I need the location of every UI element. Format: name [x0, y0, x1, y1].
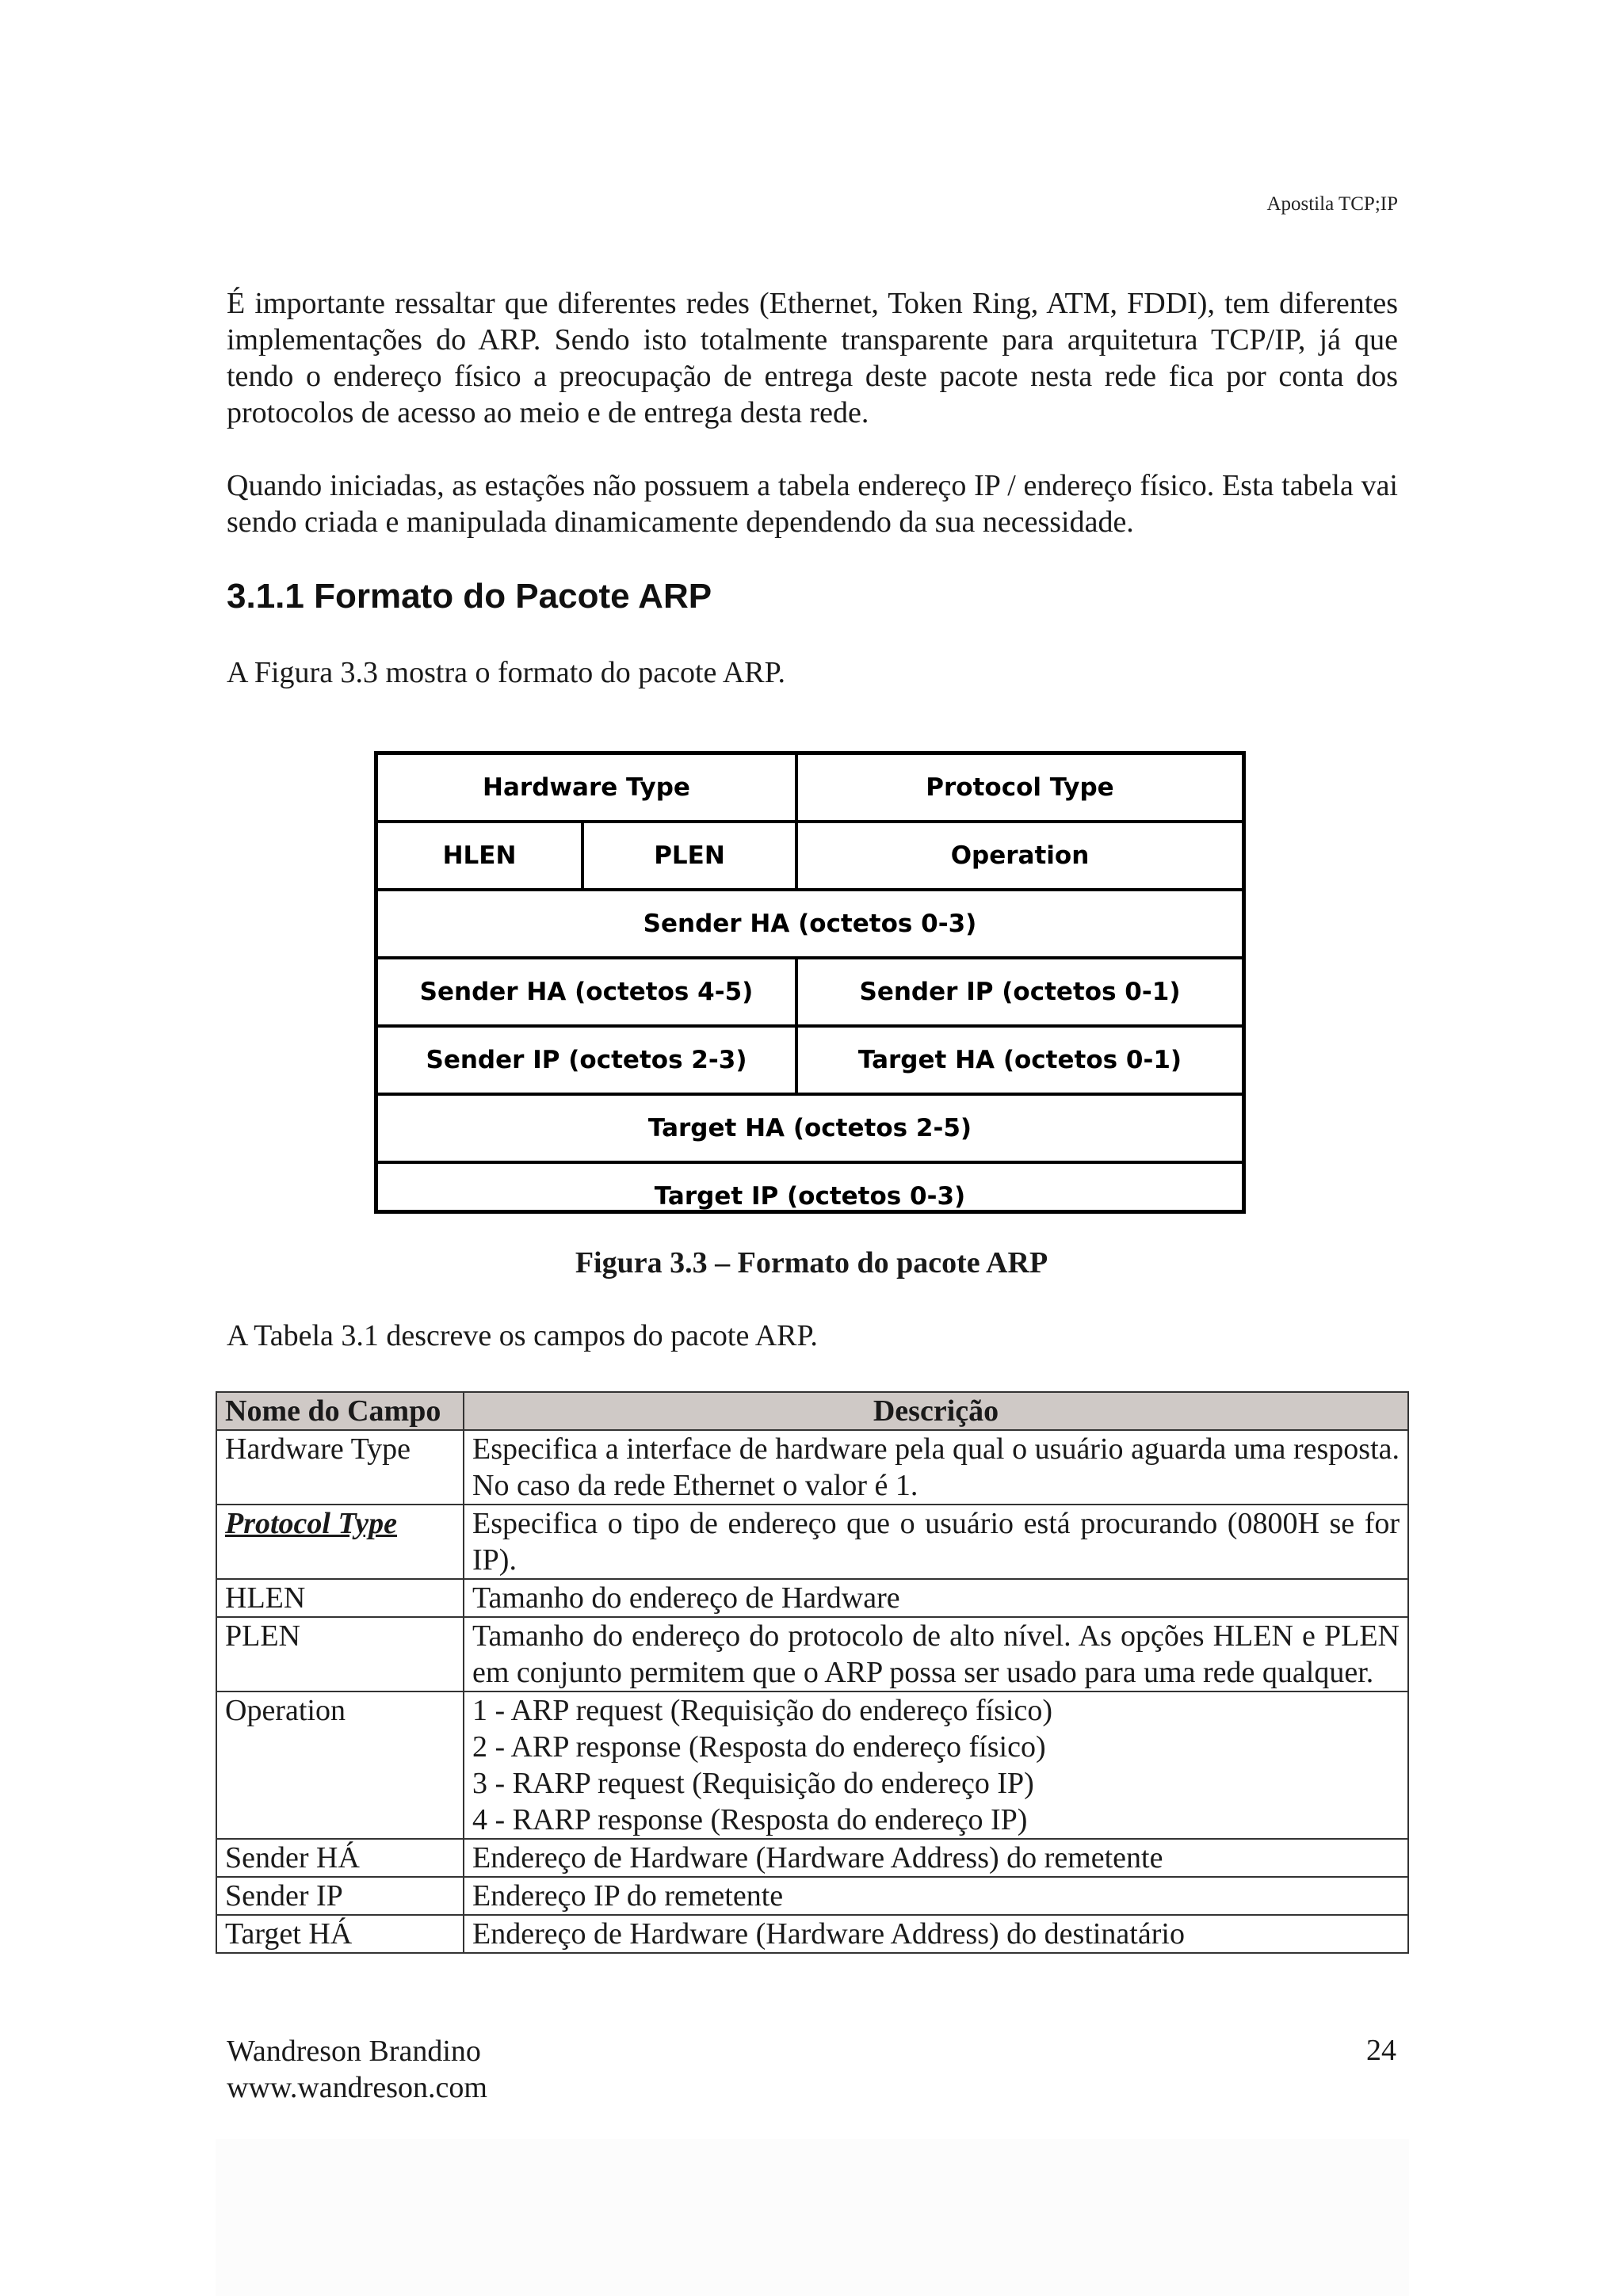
arp-row-1	[378, 755, 1242, 823]
arp-row-3	[378, 891, 1242, 959]
table-row	[216, 1579, 1408, 1617]
arp-packet-figure	[374, 751, 1244, 1212]
field-target-ha-0-1: Target HA (octetos 0-1)	[857, 1046, 1182, 1074]
operation-line: 3 - RARP request (Requisição do endereço IP)	[472, 1767, 1034, 1800]
paragraph-arp-implementations: É importante ressaltar que diferentes redes (Ethernet, Token Ring, ATM, FDDI), tem diferentes implementações do ARP. Sendo isto totalmente transparente para arquitetura TCP/IP, já que tendo o endereço físico a preocupação de entrega deste pacote nesta rede fica por conta dos protocolos de acesso ao meio e de entrega desta rede.	[227, 287, 1398, 429]
field-description-cell: Endereço IP do remetente	[464, 1877, 1408, 1915]
field-name-cell: Target HÁ	[216, 1915, 464, 1953]
arp-row-4	[378, 959, 1242, 1028]
field-description-cell: Especifica o tipo de endereço que o usuário está procurando (0800H se for IP).	[464, 1505, 1408, 1579]
operation-line: 1 - ARP request (Requisição do endereço físico)	[472, 1694, 1053, 1727]
header-description: Descrição	[464, 1392, 1408, 1430]
arp-row-7	[378, 1164, 1242, 1229]
field-description-cell: Endereço de Hardware (Hardware Address) do destinatário	[464, 1915, 1408, 1953]
arp-row-5	[378, 1028, 1242, 1096]
field-name-cell: Hardware Type	[216, 1430, 464, 1505]
header-field-name: Nome do Campo	[216, 1392, 464, 1430]
body-content	[227, 285, 1398, 727]
table-intro: A Tabela 3.1 descreve os campos do pacote ARP.	[227, 1319, 818, 1352]
field-target-ip-0-3: Target IP (octetos 0-3)	[654, 1182, 966, 1211]
field-protocol-type: Protocol Type	[926, 773, 1114, 802]
field-name-cell: PLEN	[216, 1617, 464, 1691]
field-name-cell: Operation	[216, 1691, 464, 1839]
field-sender-ip-2-3: Sender IP (octetos 2-3)	[378, 1028, 798, 1093]
table-row	[216, 1877, 1408, 1915]
operation-line: 4 - RARP response (Resposta do endereço IP)	[472, 1803, 1028, 1836]
field-hlen: HLEN	[378, 823, 584, 888]
field-sender-ha-0-3: Sender HA (octetos 0-3)	[643, 910, 977, 938]
field-sender-ha-4-5: Sender HA (octetos 4-5)	[378, 959, 798, 1024]
arp-fields-table	[216, 1391, 1409, 1954]
running-header: Apostila TCP;IP	[1266, 193, 1398, 215]
field-name-cell: HLEN	[216, 1579, 464, 1617]
field-description-cell: Tamanho do endereço de Hardware	[464, 1579, 1408, 1617]
field-description-cell: Especifica a interface de hardware pela qual o usuário aguarda uma resposta. No caso da rede Ethernet o valor é 1.	[464, 1430, 1408, 1505]
arp-row-2	[378, 823, 1242, 891]
table-row	[216, 1617, 1408, 1691]
figure-caption: Figura 3.3 – Formato do pacote ARP	[575, 1246, 1048, 1280]
field-operation: Operation	[950, 841, 1090, 870]
page-number: 24	[1366, 2034, 1396, 2067]
table-row	[216, 1505, 1408, 1579]
field-hardware-type: Hardware Type	[378, 755, 798, 820]
footer-website: www.wandreson.com	[227, 2071, 487, 2104]
table-header-row	[216, 1392, 1408, 1430]
field-plen: PLEN	[584, 823, 798, 888]
table-row	[216, 1915, 1408, 1953]
figure-intro: A Figura 3.3 mostra o formato do pacote ARP.	[227, 656, 786, 689]
field-description-cell: Tamanho do endereço do protocolo de alto nível. As opções HLEN e PLEN em conjunto permitem que o ARP possa ser usado para uma rede qualquer.	[464, 1617, 1408, 1691]
field-name-cell: Sender IP	[216, 1877, 464, 1915]
field-name-cell	[216, 1505, 464, 1579]
operation-line: 2 - ARP response (Resposta do endereço físico)	[472, 1730, 1046, 1764]
field-name-cell: Sender HÁ	[216, 1839, 464, 1877]
field-description-cell: Endereço de Hardware (Hardware Address) do remetente	[464, 1839, 1408, 1877]
page-bottom-shade	[216, 2139, 1409, 2296]
field-target-ha-2-5: Target HA (octetos 2-5)	[647, 1114, 972, 1142]
field-description-cell	[464, 1691, 1408, 1839]
paragraph-arp-table: Quando iniciadas, as estações não possuem a tabela endereço IP / endereço físico. Esta tabela vai sendo criada e manipulada dinamicamente dependendo da sua necessidade.	[227, 469, 1398, 539]
emphasized-field-name: Protocol Type	[225, 1507, 398, 1540]
field-sender-ip-0-1: Sender IP (octetos 0-1)	[859, 978, 1181, 1006]
table-row	[216, 1430, 1408, 1505]
arp-packet-diagram	[374, 751, 1246, 1214]
section-title: 3.1.1 Formato do Pacote ARP	[227, 577, 712, 616]
table-row	[216, 1839, 1408, 1877]
footer-author-block	[227, 2033, 487, 2106]
arp-row-6	[378, 1096, 1242, 1164]
footer-author: Wandreson Brandino	[227, 2035, 481, 2068]
table-row	[216, 1691, 1408, 1839]
